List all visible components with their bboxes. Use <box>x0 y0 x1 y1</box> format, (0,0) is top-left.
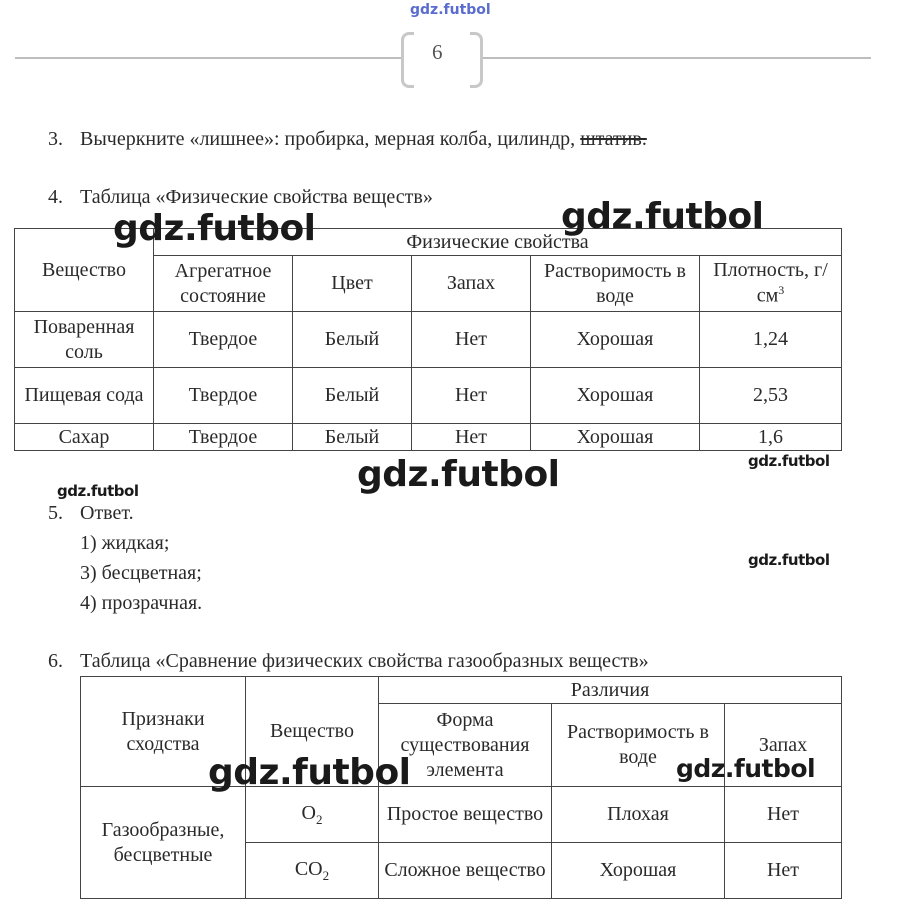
question-title: Таблица «Физические свойства веществ» <box>80 186 433 208</box>
cell-state: Твердое <box>154 312 293 368</box>
watermark: gdz.futbol <box>676 754 816 783</box>
cell-formula <box>246 843 379 899</box>
header-density <box>700 256 842 312</box>
header-color: Цвет <box>293 256 412 312</box>
cell-smell: Нет <box>412 312 531 368</box>
gas-comparison-table <box>80 676 842 899</box>
question-4 <box>48 186 433 209</box>
cell-smell: Нет <box>412 424 531 451</box>
watermark: gdz.futbol <box>208 752 411 793</box>
cell-similarity: Газообразные, бесцветные <box>81 787 246 899</box>
question-number: 6. <box>48 650 63 672</box>
cell-solubility: Хорошая <box>531 424 700 451</box>
cell-solubility: Хорошая <box>552 843 725 899</box>
header-similarity: Признаки сходства <box>81 677 246 787</box>
substance-name: Сахар <box>15 424 154 451</box>
cell-color: Белый <box>293 312 412 368</box>
cell-density: 1,24 <box>700 312 842 368</box>
header-existence-form: Форма существования элемента <box>379 704 552 787</box>
question-title: Таблица «Сравнение физических свойства газообразных веществ» <box>80 650 649 672</box>
cell-solubility: Хорошая <box>531 368 700 424</box>
cell-color: Белый <box>293 368 412 424</box>
formula-subscript: 2 <box>322 867 330 883</box>
cell-color: Белый <box>293 424 412 451</box>
cell-smell: Нет <box>725 787 842 843</box>
watermark: gdz.futbol <box>57 482 139 500</box>
header-physical-properties: Физические свойства <box>154 229 842 256</box>
table-row <box>15 368 842 424</box>
question-6 <box>48 650 649 673</box>
watermark: gdz.futbol <box>561 196 764 237</box>
answer-item: 1) жидкая; <box>80 532 170 554</box>
cell-solubility: Плохая <box>552 787 725 843</box>
cell-formula <box>246 787 379 843</box>
question-5 <box>48 502 134 525</box>
question-3 <box>48 128 647 151</box>
struck-word: штатив. <box>580 128 647 150</box>
cell-state: Твердое <box>154 368 293 424</box>
formula-subscript: 2 <box>315 811 323 827</box>
cell-solubility: Хорошая <box>531 312 700 368</box>
cell-density: 2,53 <box>700 368 842 424</box>
watermark: gdz.futbol <box>357 454 560 495</box>
question-number: 5. <box>48 502 63 524</box>
cell-state: Твердое <box>154 424 293 451</box>
header-rule-right <box>483 57 871 59</box>
substance-name: Пищевая сода <box>15 368 154 424</box>
question-title: Ответ. <box>80 502 134 524</box>
header-differences: Различия <box>379 677 842 704</box>
header-substance: Вещество <box>246 677 379 787</box>
question-number: 4. <box>48 186 63 208</box>
header-solubility: Растворимость в воде <box>531 256 700 312</box>
question-number: 3. <box>48 128 63 150</box>
header-substance: Вещество <box>15 229 154 312</box>
table-row <box>15 312 842 368</box>
watermark: gdz.futbol <box>113 208 316 249</box>
cell-smell: Нет <box>412 368 531 424</box>
header-solubility: Растворимость в воде <box>552 704 725 787</box>
header-smell: Запах <box>725 704 842 787</box>
formula-text: O <box>301 801 316 824</box>
page-bracket-left <box>401 32 414 88</box>
properties-table <box>14 228 842 451</box>
watermark-top: gdz.futbol <box>410 2 491 18</box>
substance-name: Поваренная соль <box>15 312 154 368</box>
density-unit-exponent: 3 <box>778 283 785 298</box>
answer-item: 3) бесцветная; <box>80 562 202 584</box>
question-text: Вычеркните «лишнее»: пробирка, мерная колба, цилиндр, <box>80 128 581 150</box>
cell-density: 1,6 <box>700 424 842 451</box>
header-rule-left <box>15 57 401 59</box>
watermark: gdz.futbol <box>748 551 830 569</box>
cell-existence-form: Простое вещество <box>379 787 552 843</box>
cell-existence-form: Сложное вещество <box>379 843 552 899</box>
answer-item: 4) прозрачная. <box>80 592 203 614</box>
page-number: 6 <box>432 40 443 64</box>
table-row <box>81 787 842 843</box>
table-row <box>15 424 842 451</box>
watermark: gdz.futbol <box>748 452 830 470</box>
header-smell: Запах <box>412 256 531 312</box>
header-state: Агрегатное состояние <box>154 256 293 312</box>
formula-text: CO <box>294 857 323 880</box>
cell-smell: Нет <box>725 843 842 899</box>
page-bracket-right <box>470 32 483 88</box>
header-density-label: Плотность, г/см <box>713 259 828 307</box>
